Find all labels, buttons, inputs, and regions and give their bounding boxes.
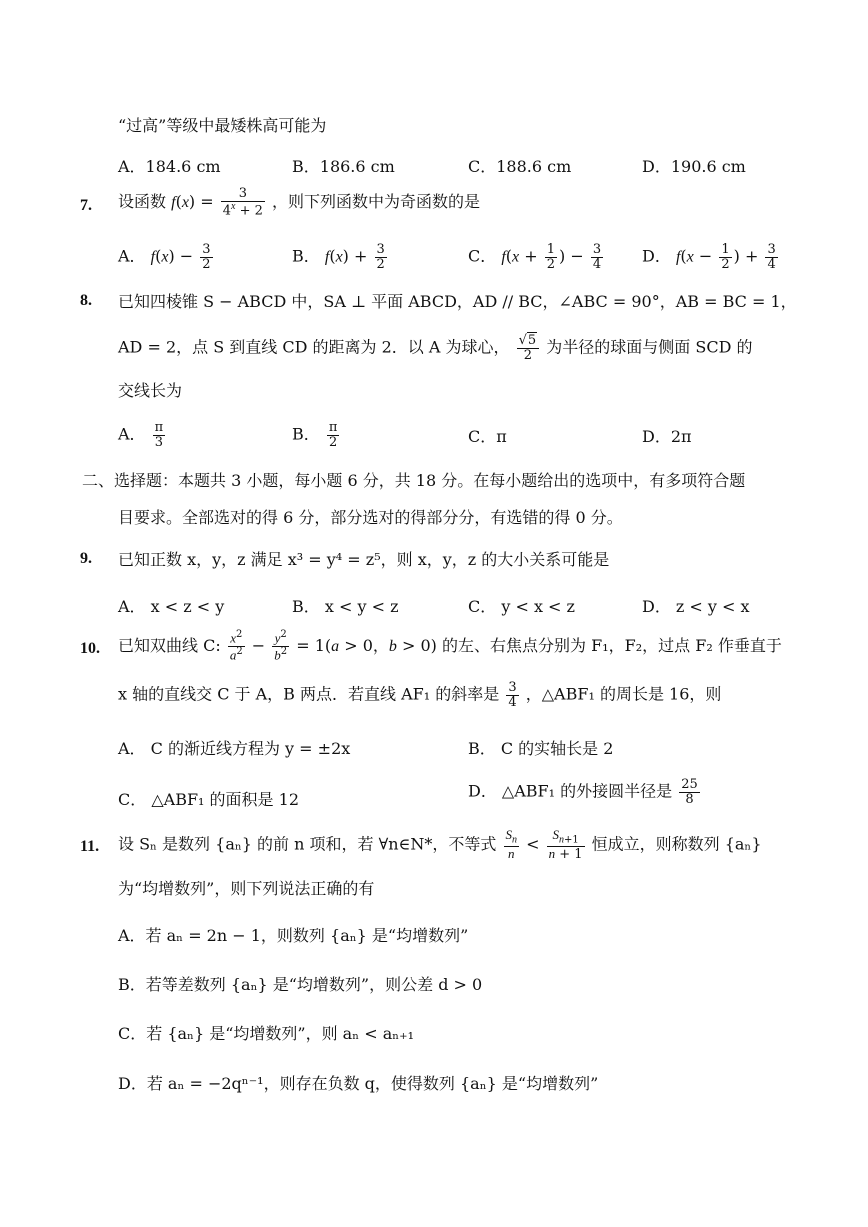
q11-option-b: B．若等差数列 {aₙ} 是“均增数列”，则公差 d > 0 [118, 975, 483, 994]
q6-option-d: D．190.6 cm [642, 157, 746, 176]
q6-option-a: A．184.6 cm [118, 157, 221, 176]
q11-number: 11. [80, 838, 100, 855]
q7-number: 7. [80, 197, 92, 214]
q8-option-b: B． $\frac{\pi}{2}$ [292, 420, 338, 450]
q11-stem: 设 Sₙ 是数列 {aₙ} 的前 n 项和，若 ∀n∈N*，不等式 $\frac{S_n}{n}$ < $\frac{S_{n+1}}{n + 1}$ 恒成立，则称数列 {aₙ} [118, 827, 762, 863]
q8-line2: AD = 2，点 S 到直线 CD 的距离为 2．以 A 为球心， $\frac{√5}{2}$ 为半径的球面与侧面 SCD 的 [118, 333, 753, 363]
q8-line1: 已知四棱锥 S − ABCD 中，SA ⊥ 平面 ABCD，AD // BC，∠ABC = 90°，AB = BC = 1， [118, 292, 797, 311]
q8-number: 8. [80, 292, 92, 309]
q11-option-c: C．若 {aₙ} 是“均增数列”，则 aₙ < aₙ₊₁ [118, 1024, 415, 1043]
q7-option-d: D． f(x − $\frac{1}{2}$ ) + $\frac{3}{4}$ [642, 242, 776, 272]
q6-option-b: B．186.6 cm [292, 157, 395, 176]
q10-option-c: C． △ABF₁ 的面积是 12 [118, 790, 299, 809]
q7-option-c: C． f(x + $\frac{1}{2}$ ) − $\frac{3}{4}$ [468, 242, 602, 272]
q7-option-b: B． f(x) + $\frac{3}{2}$ [292, 242, 385, 272]
q10-stem: 已知双曲线 C: $\frac{x^2}{a^2}$ − $\frac{y^2}{b^2}$ = 1(a > 0，b > 0) 的左、右焦点分别为 F₁，F₂，过点 F₂ 作垂直于 [118, 629, 782, 663]
q6-option-c: C．188.6 cm [468, 157, 572, 176]
q11-option-a: A．若 aₙ = 2n − 1，则数列 {aₙ} 是“均增数列” [118, 926, 469, 945]
q9-option-b: B． x < y < z [292, 597, 399, 616]
q9-option-a: A． x < z < y [118, 597, 225, 616]
q11-line2: 为“均增数列”，则下列说法正确的有 [118, 879, 375, 898]
q10-option-b: B． C 的实轴长是 2 [468, 739, 614, 758]
section2-heading-line1: 二、选择题：本题共 3 小题，每小题 6 分，共 18 分。在每小题给出的选项中，有多项符合题 [82, 471, 746, 490]
q10-line2: x 轴的直线交 C 于 A，B 两点．若直线 AF₁ 的斜率是 $\frac{3}{4}$ ，△ABF₁ 的周长是 16，则 [118, 680, 722, 710]
q8-option-a: A． $\frac{\pi}{3}$ [118, 420, 164, 450]
q9-option-c: C． y < x < z [468, 597, 575, 616]
q10-number: 10. [80, 640, 100, 657]
q7-option-a: A． f(x) − $\frac{3}{2}$ [118, 242, 211, 272]
q8-option-d: D．2π [642, 427, 692, 446]
q8-option-c: C．π [468, 427, 507, 446]
q8-line3: 交线长为 [118, 381, 183, 400]
q9-number: 9. [80, 550, 92, 567]
section2-heading-line2: 目要求。全部选对的得 6 分，部分选对的得部分分，有选错的得 0 分。 [118, 508, 623, 527]
q6-stem-tail: “过高”等级中最矮株高可能为 [118, 116, 327, 135]
q10-option-d: D． △ABF₁ 的外接圆半径是 $\frac{25}{8}$ [468, 777, 698, 807]
q10-option-a: A． C 的渐近线方程为 y = ±2x [118, 739, 351, 758]
q9-option-d: D． z < y < x [642, 597, 750, 616]
q9-stem: 已知正数 x，y，z 满足 x³ = y⁴ = z⁵，则 x，y，z 的大小关系可能是 [118, 550, 610, 569]
q11-option-d: D．若 aₙ = −2qⁿ⁻¹，则存在负数 q，使得数列 {aₙ} 是“均增数列” [118, 1074, 599, 1093]
q7-stem: 设函数 f(x) = $\frac{3}{4^x + 2}$ ，则下列函数中为奇函数的是 [118, 186, 481, 218]
